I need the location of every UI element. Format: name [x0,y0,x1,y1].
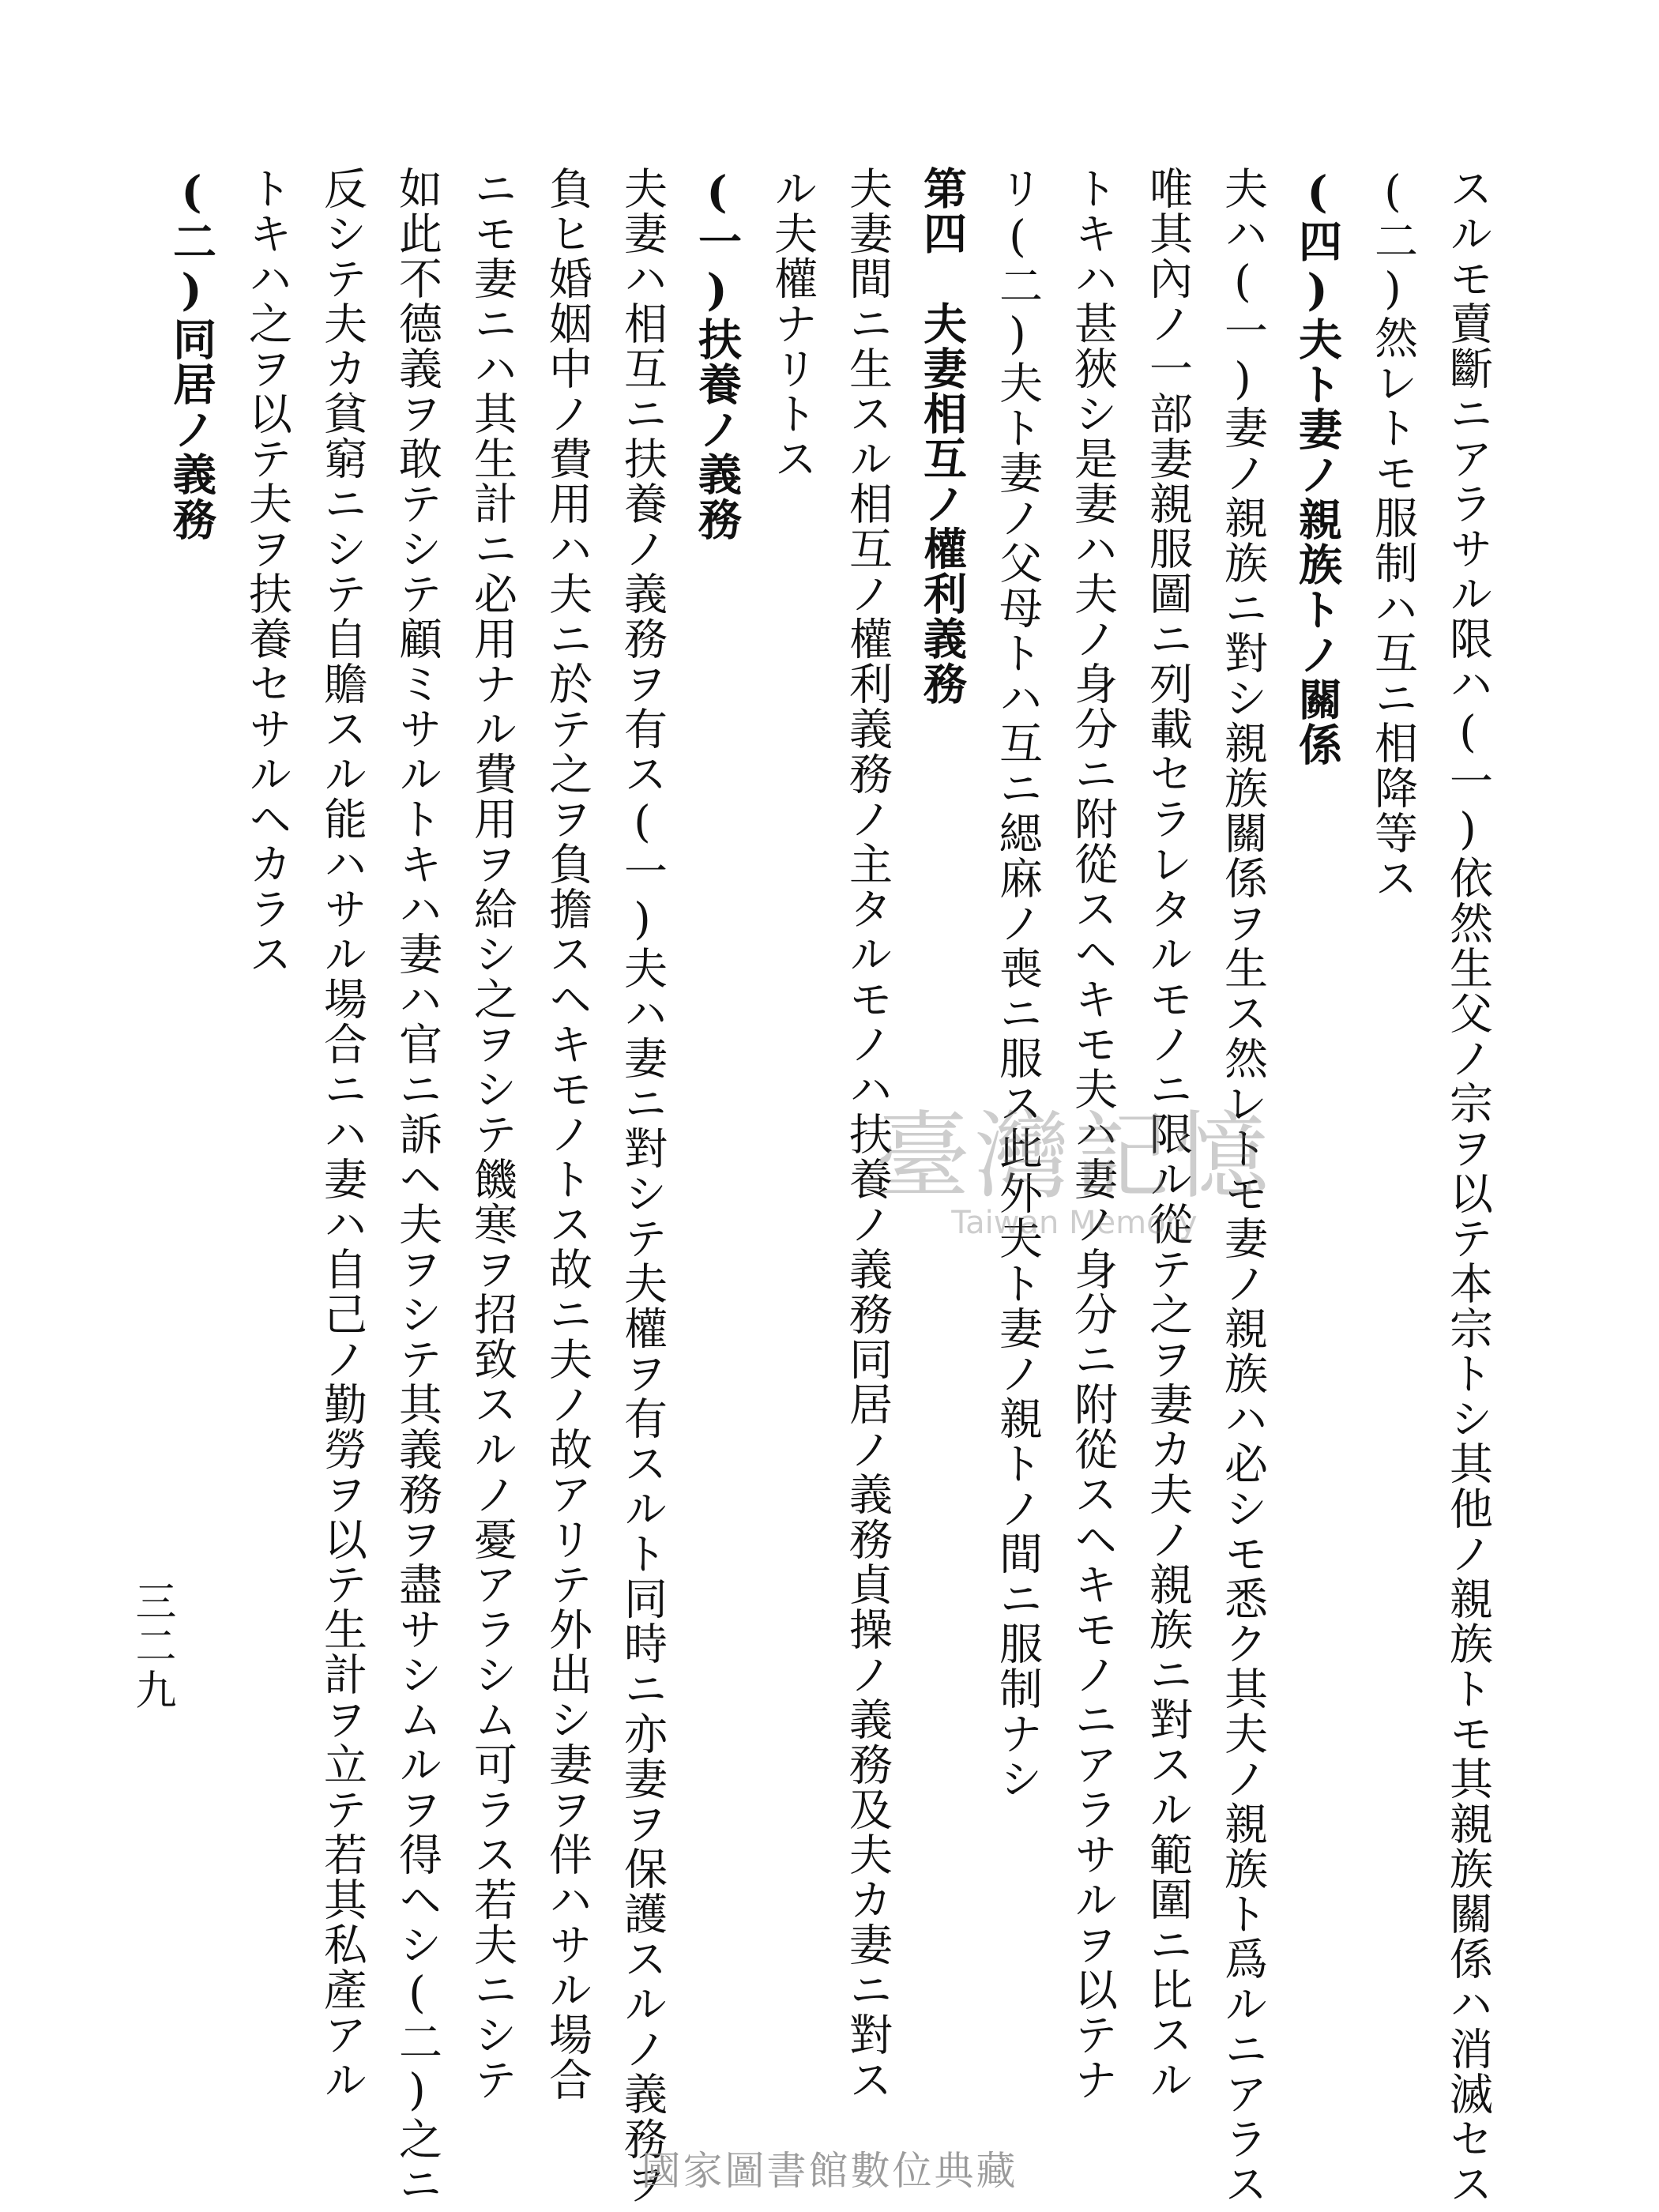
page-number: 三二九 [128,1580,175,1713]
section-heading: (四)夫ト妻ノ親族トノ關係 [1292,166,1343,767]
text-line: 夫妻ハ相互ニ扶養ノ義務ヲ有ス(一)夫ハ妻ニ對シテ夫權ヲ有スルト同時ニ亦妻ヲ保護スルノ義務ヲ [617,166,668,2206]
text-line: リ(二)夫ト妻ノ父母トハ互ニ緦麻ノ喪ニ服ス此外夫ト妻ノ親トノ間ニ服制ナシ [992,166,1043,1801]
footer-credit: 國家圖書館數位典藏 [641,2148,1018,2194]
watermark-subtitle: Taiwan Memory [951,1205,1198,1241]
text-line: トキハ甚狹シ是妻ハ夫ノ身分ニ附從スヘキモ夫ハ妻ノ身分ニ附從スヘキモノニアラサルヲ以テナ [1067,166,1118,2102]
text-line: (二)然レトモ服制ハ互ニ相降等ス [1367,166,1418,901]
text-line: 負ヒ婚姻中ノ費用ハ夫ニ於テ之ヲ負擔スヘキモノトス故ニ夫ノ故アリテ外出シ妻ヲ伴ハサル場合 [542,166,592,2102]
watermark-title: 臺灣記憶 [875,1102,1273,1212]
text-line: 夫妻間ニ生スル相互ノ權利義務ノ主タルモノハ扶養ノ義務同居ノ義務貞操ノ義務及夫カ妻ニ對ス [842,166,893,2102]
text-line: ニモ妻ニハ其生計ニ必用ナル費用ヲ給シ之ヲシテ饑寒ヲ招致スルノ憂アラシム可ラス若夫ニシテ [467,166,517,2102]
section-heading: (二)同居ノ義務 [166,166,217,542]
section-heading: 第四 夫妻相互ノ權利義務 [916,166,968,706]
text-line: 唯其內ノ一部妻親服圖ニ列載セラレタルモノニ限ル從テ之ヲ妻カ夫ノ親族ニ對スル範圍ニ比スル [1142,166,1193,2102]
text-line: 如此不德義ヲ敢テシテ顧ミサルトキハ妻ハ官ニ訴ヘ夫ヲシテ其義務ヲ盡サシムルヲ得ヘシ(二)之ニ [392,166,442,2206]
section-heading: (一)扶養ノ義務 [691,166,743,542]
text-line: 反シテ夫カ貧窮ニシテ自贍スル能ハサル場合ニハ妻ハ自己ノ勤勞ヲ以テ生計ヲ立テ若其私產アル [317,166,367,2102]
text-line: ル夫權ナリトス [767,166,818,481]
text-line: スルモ賣斷ニアラサル限ハ(一)依然生父ノ宗ヲ以テ本宗トシ其他ノ親族トモ其親族關係ハ消滅セス [1443,166,1493,2206]
text-line: トキハ之ヲ以テ夫ヲ扶養セサルヘカラス [242,166,292,976]
text-line: 夫ハ(一)妻ノ親族ニ對シ親族關係ヲ生ス然レトモ妻ノ親族ハ必シモ悉ク其夫ノ親族ト爲ルニアラス [1217,166,1268,2206]
